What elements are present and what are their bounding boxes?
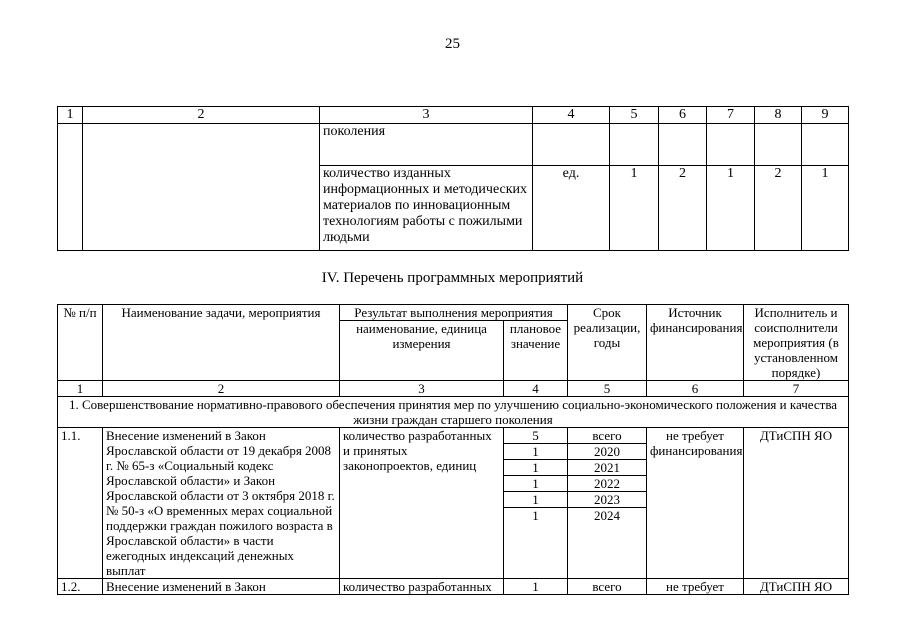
value-cell: 2 [755, 166, 802, 251]
header-num: № п/п [58, 305, 103, 381]
executor: ДТиСПН ЯО [744, 579, 849, 595]
executor: ДТиСПН ЯО [744, 428, 849, 579]
col-num: 2 [103, 381, 340, 397]
plan-value: 1 [504, 579, 568, 595]
result-name: количество разработанных и принятых законопроектов, единиц [340, 428, 504, 579]
activity-name: Внесение изменений в Закон [103, 579, 340, 595]
column-numbers-row [58, 107, 849, 124]
col-num: 9 [802, 107, 849, 124]
value-cell: 1 [802, 166, 849, 251]
header-source: Источник финансирования [647, 305, 744, 381]
table-cell [83, 124, 320, 251]
unit-cell: ед. [533, 166, 610, 251]
plan-values [504, 428, 568, 579]
term-year: 2020 [568, 444, 646, 460]
table-row [58, 428, 849, 579]
table-cell [659, 124, 707, 166]
funding-source: не требует [647, 579, 744, 595]
term-year: 2023 [568, 492, 646, 508]
header-result: Результат выполнения мероприятия [340, 305, 568, 321]
col-num: 7 [707, 107, 755, 124]
header-result-plan: плановое значение [504, 321, 568, 381]
col-num: 3 [320, 107, 533, 124]
table-row [58, 124, 849, 166]
table-row [58, 579, 849, 595]
col-num: 7 [744, 381, 849, 397]
term-year: 2024 [594, 508, 620, 523]
col-num: 5 [568, 381, 647, 397]
plan-value: 1 [504, 492, 567, 508]
row-num: 1.1. [58, 428, 103, 579]
term-year: 2021 [568, 460, 646, 476]
result-name: количество разработанных [340, 579, 504, 595]
column-numbers-row [58, 381, 849, 397]
col-num: 5 [610, 107, 659, 124]
header-result-name: наименование, единица измерения [340, 321, 504, 381]
plan-value: 5 [504, 428, 567, 444]
funding-source: не требует финансирования [647, 428, 744, 579]
header-term: Срок реализации, годы [568, 305, 647, 381]
table-cell [755, 124, 802, 166]
col-num: 4 [533, 107, 610, 124]
col-num: 2 [83, 107, 320, 124]
term-years [568, 428, 647, 579]
value-cell: 2 [659, 166, 707, 251]
activity-name: Внесение изменений в Закон Ярославской области от 19 декабря 2008 г. № 65-з «Социальный кодекс Ярославской области» и Закон Ярославской области от 3 октября 2018 г. № 50-з «О временных мерах социальной поддержки граждан пожилого возраста в Ярославской области» в части ежегодных индексаций денежных выплат [103, 428, 340, 579]
section-title: IV. Перечень программных мероприятий [321, 270, 584, 286]
page-number: 25 [445, 36, 460, 52]
task-title: 1. Совершенствование нормативно-правового обеспечения принятия мер по улучшению социально-экономического положения и качества жизни граждан старшего поколения [58, 397, 849, 428]
value-cell: 1 [610, 166, 659, 251]
plan-value: 1 [532, 508, 539, 523]
plan-value: 1 [504, 476, 567, 492]
table-cell [610, 124, 659, 166]
term-year: всего [568, 579, 647, 595]
table-cell [533, 124, 610, 166]
col-num: 3 [340, 381, 504, 397]
indicators-table [57, 106, 849, 251]
plan-value: 1 [504, 444, 567, 460]
table-cell [802, 124, 849, 166]
col-num: 6 [647, 381, 744, 397]
plan-value: 1 [504, 460, 567, 476]
term-year: 2022 [568, 476, 646, 492]
col-num: 4 [504, 381, 568, 397]
indicator-name: поколения [320, 124, 533, 166]
col-num: 8 [755, 107, 802, 124]
term-year: всего [568, 428, 646, 444]
header-name: Наименование задачи, мероприятия [103, 305, 340, 381]
row-num: 1.2. [58, 579, 103, 595]
activities-table [57, 304, 849, 595]
col-num: 1 [58, 381, 103, 397]
col-num: 1 [58, 107, 83, 124]
col-num: 6 [659, 107, 707, 124]
table-cell [58, 124, 83, 251]
table-cell [707, 124, 755, 166]
task-row [58, 397, 849, 428]
header-executor: Исполнитель и соисполнители мероприятия (в установленном порядке) [744, 305, 849, 381]
indicator-name: количество изданных информационных и методических материалов по инновационным технологиям работы с пожилыми людьми [320, 166, 533, 251]
header-row [58, 305, 849, 321]
value-cell: 1 [707, 166, 755, 251]
